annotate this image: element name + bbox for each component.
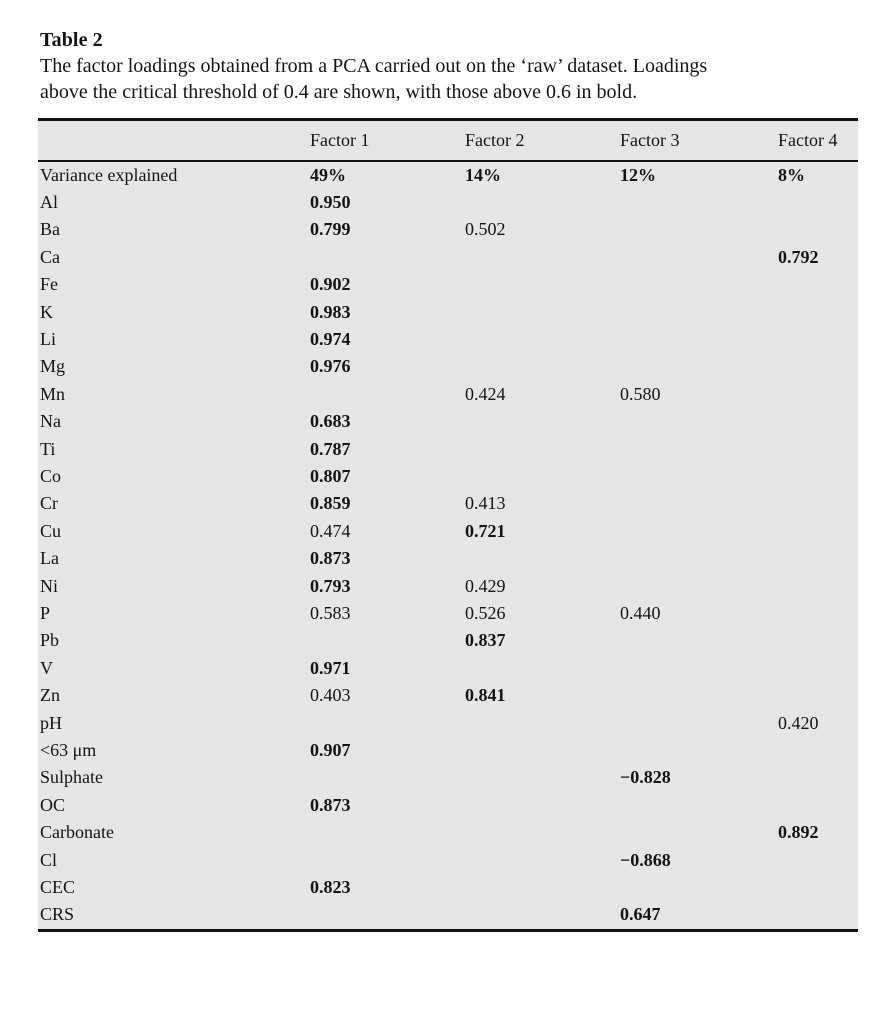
loading-cell xyxy=(465,271,620,298)
loading-cell: 0.440 xyxy=(620,603,661,623)
loading-cell xyxy=(620,545,778,572)
row-label: Mg xyxy=(40,356,66,377)
loading-cell: 0.873 xyxy=(310,548,351,569)
table-row xyxy=(38,518,858,545)
loading-cell: 0.502 xyxy=(465,219,506,240)
loading-cell xyxy=(465,819,620,846)
loading-cell: 0.976 xyxy=(310,356,351,377)
row-label: Al xyxy=(40,191,58,212)
loading-cell: 0.413 xyxy=(465,493,506,514)
header-factor-cell: Factor 2 xyxy=(465,120,620,161)
row-label: Variance explained xyxy=(40,164,178,185)
loading-cell xyxy=(620,819,778,846)
row-label: Ni xyxy=(40,575,58,596)
table-row xyxy=(38,161,858,189)
loading-cell xyxy=(465,463,620,490)
loading-cell xyxy=(778,847,858,874)
loading-cell: −0.828 xyxy=(620,767,671,788)
loading-cell: 0.792 xyxy=(778,246,819,267)
loading-cell xyxy=(465,901,620,930)
table-row xyxy=(38,408,858,435)
loading-cell xyxy=(620,216,778,243)
caption-line-1: The factor loadings obtained from a PCA carried out on the ‘raw’ dataset. Loadings xyxy=(40,55,708,77)
loading-cell xyxy=(620,573,778,600)
table-row xyxy=(38,299,858,326)
header-empty-cell xyxy=(38,120,310,161)
loading-cell xyxy=(310,244,465,271)
loading-cell xyxy=(465,545,620,572)
loading-cell xyxy=(465,189,620,216)
loading-cell xyxy=(778,655,858,682)
loading-cell xyxy=(465,737,620,764)
loading-cell: 14% xyxy=(465,164,501,185)
loading-cell xyxy=(465,299,620,326)
row-label: Fe xyxy=(40,274,58,295)
row-label: OC xyxy=(40,794,66,815)
table-row xyxy=(38,189,858,216)
table-header-row xyxy=(38,120,858,161)
loading-cell xyxy=(310,901,465,930)
loading-cell xyxy=(778,545,858,572)
loading-cell xyxy=(620,463,778,490)
row-label: Zn xyxy=(40,685,60,706)
loading-cell xyxy=(465,710,620,737)
loading-cell: 0.721 xyxy=(465,520,506,541)
loading-cell xyxy=(310,381,465,408)
factor-loadings-table xyxy=(38,118,858,932)
loading-cell xyxy=(778,463,858,490)
row-label: K xyxy=(40,301,53,322)
loading-cell xyxy=(620,627,778,654)
loading-cell xyxy=(620,655,778,682)
row-label: pH xyxy=(40,712,62,733)
loading-cell: 0.420 xyxy=(778,712,819,733)
loading-cell xyxy=(465,408,620,435)
row-label: Cl xyxy=(40,849,58,870)
header-factor-cell: Factor 1 xyxy=(310,120,465,161)
table-row xyxy=(38,682,858,709)
loading-cell xyxy=(778,764,858,791)
row-label: Li xyxy=(40,328,56,349)
loading-cell: 0.902 xyxy=(310,274,351,295)
loading-cell xyxy=(465,874,620,901)
row-label: CEC xyxy=(40,877,76,898)
table-row xyxy=(38,463,858,490)
loading-cell: −0.868 xyxy=(620,849,671,870)
loading-cell xyxy=(620,189,778,216)
loading-cell xyxy=(620,490,778,517)
table-row xyxy=(38,353,858,380)
loading-cell xyxy=(620,874,778,901)
loading-cell xyxy=(778,874,858,901)
loading-cell xyxy=(310,627,465,654)
row-label: Carbonate xyxy=(40,822,114,843)
row-label: P xyxy=(40,603,51,623)
loading-cell xyxy=(310,847,465,874)
table-row xyxy=(38,901,858,930)
row-label: Ti xyxy=(40,438,56,459)
row-label: Ba xyxy=(40,219,60,240)
loading-cell: 0.971 xyxy=(310,657,351,678)
loading-cell: 0.424 xyxy=(465,383,506,404)
loading-cell: 0.793 xyxy=(310,575,351,596)
caption-line-2: above the critical threshold of 0.4 are shown, with those above 0.6 in bold. xyxy=(40,80,638,103)
loading-cell: 49% xyxy=(310,164,346,185)
row-label: Ca xyxy=(40,246,60,267)
loading-cell xyxy=(778,518,858,545)
loading-cell xyxy=(465,436,620,463)
loading-cell: 0.837 xyxy=(465,630,506,651)
loading-cell xyxy=(778,901,858,930)
loading-cell xyxy=(465,655,620,682)
loading-cell: 0.683 xyxy=(310,411,351,432)
table-row xyxy=(38,381,858,408)
loading-cell: 0.403 xyxy=(310,685,351,706)
table-row xyxy=(38,573,858,600)
row-label: Co xyxy=(40,465,62,486)
loading-cell xyxy=(620,244,778,271)
table-row xyxy=(38,490,858,517)
row-label: Sulphate xyxy=(40,767,103,788)
loading-cell xyxy=(620,271,778,298)
loading-cell: 0.526 xyxy=(465,603,506,623)
row-label: V xyxy=(40,657,53,678)
loading-cell xyxy=(465,847,620,874)
row-label: Cr xyxy=(40,493,58,514)
loading-cell xyxy=(778,271,858,298)
table-row xyxy=(38,737,858,764)
loading-cell: 0.647 xyxy=(620,904,661,925)
loading-cell: 0.787 xyxy=(310,438,351,459)
loading-cell xyxy=(620,518,778,545)
loading-cell: 0.841 xyxy=(465,685,506,706)
row-label: <63 μm xyxy=(40,740,97,761)
loading-cell xyxy=(620,299,778,326)
table-row xyxy=(38,792,858,819)
loading-cell xyxy=(778,353,858,380)
loading-cell: 0.892 xyxy=(778,822,819,843)
loading-cell xyxy=(778,381,858,408)
loading-cell: 0.474 xyxy=(310,520,351,541)
header-factor-cell: Factor 3 xyxy=(620,120,778,161)
row-label: Mn xyxy=(40,383,66,404)
row-label: CRS xyxy=(40,904,75,925)
loading-cell: 0.583 xyxy=(310,603,351,623)
loading-cell xyxy=(620,792,778,819)
table-row xyxy=(38,847,858,874)
loading-cell: 0.974 xyxy=(310,328,351,349)
loading-cell: 0.859 xyxy=(310,493,351,514)
loading-cell xyxy=(465,764,620,791)
table-row xyxy=(38,874,858,901)
loading-cell xyxy=(778,408,858,435)
table-row xyxy=(38,216,858,243)
loading-cell xyxy=(778,436,858,463)
loading-cell xyxy=(620,710,778,737)
loading-cell: 0.580 xyxy=(620,383,661,404)
loading-cell: 12% xyxy=(620,164,656,185)
loading-cell xyxy=(310,764,465,791)
loading-cell: 8% xyxy=(778,164,805,185)
table-number-label: Table 2 xyxy=(40,29,103,51)
loading-cell xyxy=(778,600,858,627)
loading-cell xyxy=(310,819,465,846)
loading-cell: 0.950 xyxy=(310,191,351,212)
table-body xyxy=(38,161,858,931)
table-row xyxy=(38,627,858,654)
table-row xyxy=(38,545,858,572)
loading-cell xyxy=(778,627,858,654)
table-row xyxy=(38,436,858,463)
loading-cell: 0.823 xyxy=(310,877,351,898)
loading-cell xyxy=(465,792,620,819)
loading-cell xyxy=(778,326,858,353)
loading-cell xyxy=(620,408,778,435)
loading-cell xyxy=(778,682,858,709)
table-row xyxy=(38,710,858,737)
loading-cell: 0.873 xyxy=(310,794,351,815)
table-row xyxy=(38,600,858,627)
table-row xyxy=(38,244,858,271)
loading-cell xyxy=(778,299,858,326)
loading-cell: 0.983 xyxy=(310,301,351,322)
row-label: Cu xyxy=(40,520,62,541)
loading-cell: 0.907 xyxy=(310,740,351,761)
table-row xyxy=(38,326,858,353)
loading-cell xyxy=(778,490,858,517)
loading-cell xyxy=(465,244,620,271)
row-label: La xyxy=(40,548,59,569)
loading-cell xyxy=(778,737,858,764)
table-row xyxy=(38,764,858,791)
header-factor-cell: Factor 4 xyxy=(778,120,858,161)
loading-cell xyxy=(620,353,778,380)
loading-cell xyxy=(778,189,858,216)
loading-cell xyxy=(620,326,778,353)
loading-cell xyxy=(778,573,858,600)
row-label: Pb xyxy=(40,630,60,651)
table-row xyxy=(38,655,858,682)
table-row xyxy=(38,819,858,846)
loading-cell: 0.807 xyxy=(310,465,351,486)
row-label: Na xyxy=(40,411,61,432)
table-caption xyxy=(40,54,876,105)
loading-cell xyxy=(778,792,858,819)
loading-cell xyxy=(620,737,778,764)
loading-cell xyxy=(465,326,620,353)
loading-cell xyxy=(465,353,620,380)
loading-cell: 0.799 xyxy=(310,219,351,240)
loading-cell xyxy=(620,682,778,709)
loading-cell xyxy=(778,216,858,243)
loading-cell xyxy=(620,436,778,463)
loading-cell xyxy=(310,710,465,737)
table-row xyxy=(38,271,858,298)
loading-cell: 0.429 xyxy=(465,575,506,596)
